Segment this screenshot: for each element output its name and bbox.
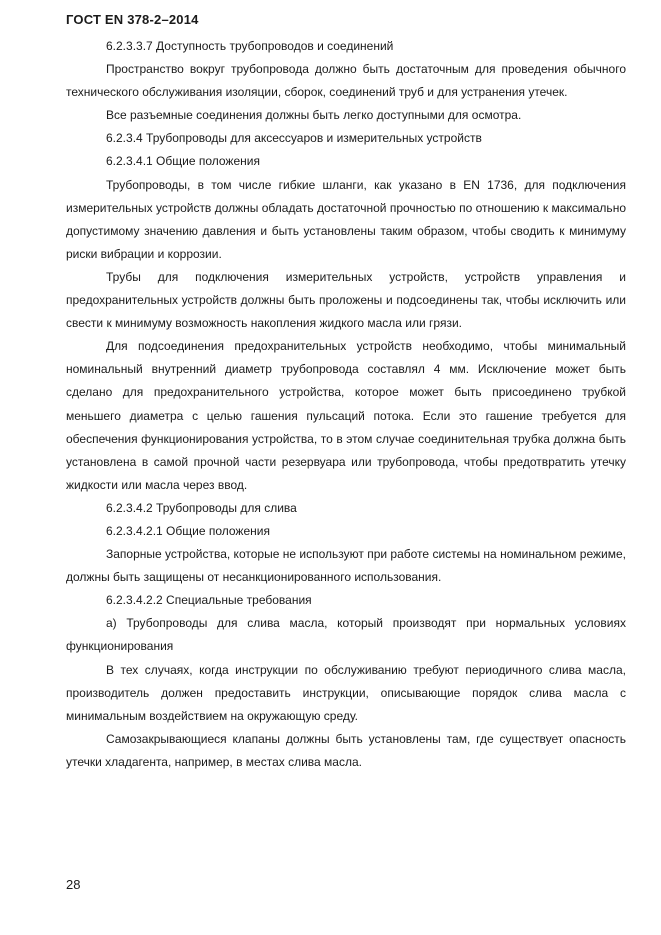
document-body xyxy=(66,35,626,774)
body-paragraph: Трубы для подключения измерительных устройств, устройств управления и предохранительных устройств должны быть проложены и подсоединены так, чтобы исключить или свести к минимуму возможность накопления жидкого масла или грязи. xyxy=(66,269,626,331)
section-heading: 6.2.3.4.2.2 Специальные требования xyxy=(106,593,312,608)
page-number: 28 xyxy=(66,877,81,892)
section-heading: 6.2.3.3.7 Доступность трубопроводов и соединений xyxy=(106,39,394,53)
body-paragraph: Для подсоединения предохранительных устройств необходимо, чтобы минимальный номинальный внутренний диаметр трубопровода составлял 4 мм. Исключение может быть сделано для предохранительного устройства, которое может быть присоединено трубкой меньшего диаметра с целью гашения пульсаций потока. Если это гашение требуется для обеспечения функционирования устройства, то в этом случае соединительная трубка должна быть установлена в самой прочной части резервуара или трубопровода, чтобы предотвратить утечку жидкости или масла через ввод. xyxy=(66,339,626,492)
body-paragraph: Трубопроводы, в том числе гибкие шланги, как указано в EN 1736, для подключения измерительных устройств должны обладать достаточной прочностью по отношению к максимально допустимому значению давления и быть установлены таким образом, чтобы сводить к минимуму риски вибрации и коррозии. xyxy=(66,177,626,261)
section-heading: 6.2.3.4.2.1 Общие положения xyxy=(106,523,270,538)
body-paragraph: В тех случаях, когда инструкции по обслуживанию требуют периодичного слива масла, производитель должен предоставить инструкции, описывающие порядок слива масла с минимальным воздействием на окружающую среду. xyxy=(66,662,626,723)
body-paragraph: Запорные устройства, которые не используют при работе системы на номинальном режиме, должны быть защищены от несанкционированного использования. xyxy=(66,547,626,585)
body-paragraph: Пространство вокруг трубопровода должно быть достаточным для проведения обычного технического обслуживания изоляции, сборок, соединений труб и для устранения утечек. xyxy=(66,62,626,100)
body-paragraph: Все разъемные соединения должны быть легко доступными для осмотра. xyxy=(106,108,522,123)
document-code-header: ГОСТ EN 378-2–2014 xyxy=(66,12,199,27)
list-item-paragraph: а) Трубопроводы для слива масла, который производят при нормальных условиях функционирования xyxy=(66,616,626,654)
body-paragraph: Самозакрывающиеся клапаны должны быть установлены там, где существует опасность утечки хладагента, например, в местах слива масла. xyxy=(66,731,626,769)
section-heading: 6.2.3.4.2 Трубопроводы для слива xyxy=(106,500,297,515)
section-heading: 6.2.3.4 Трубопроводы для аксессуаров и измерительных устройств xyxy=(106,131,482,146)
section-heading: 6.2.3.4.1 Общие положения xyxy=(106,154,260,169)
